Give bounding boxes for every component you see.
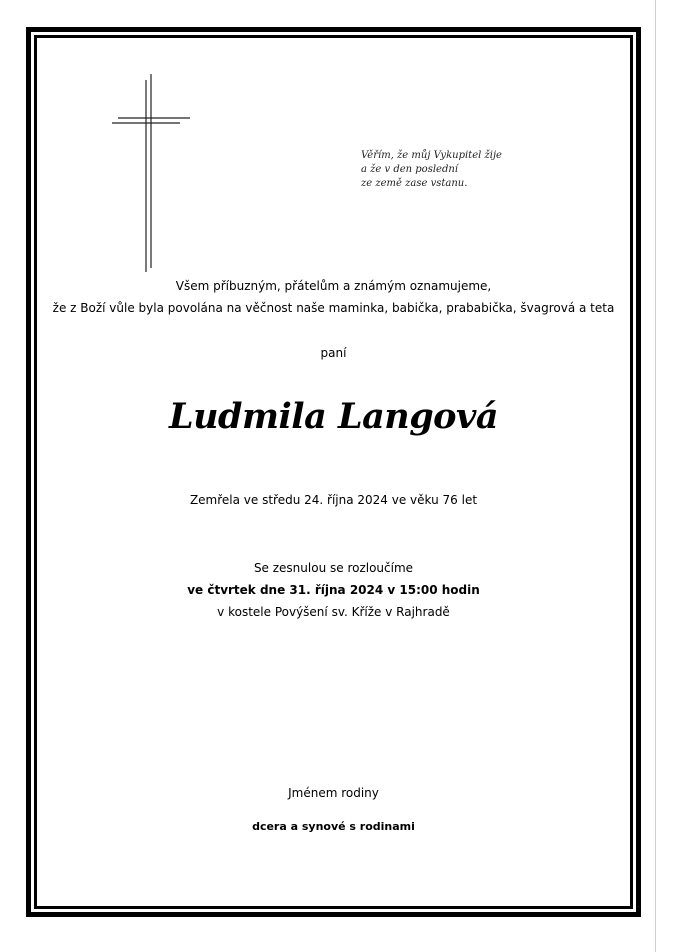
farewell-intro: Se zesnulou se rozloučíme: [253, 561, 414, 575]
announcement: [34, 275, 633, 319]
quote-line: a že v den poslední: [361, 164, 458, 175]
death-info: Zemřela ve středu 24. října 2024 ve věku 76 let: [189, 493, 478, 507]
announcement-line-2: že z Boží vůle byla povolána na věčnost naše maminka, babička, prababička, švagrová a teta: [52, 301, 615, 315]
farewell-datetime: ve čtvrtek dne 31. října 2024 v 15:00 hodin: [187, 583, 480, 597]
deceased-name: Ludmila Langová: [168, 396, 499, 437]
quote-line: ze země zase vstanu.: [361, 178, 468, 189]
signature-intro: Jménem rodiny: [288, 786, 379, 800]
salutation: paní: [320, 346, 347, 360]
announcement-line-1: Všem příbuzným, přátelům a známým oznamujeme,: [175, 279, 492, 293]
cross-icon: [108, 72, 192, 276]
quote-line: Věřím, že můj Vykupitel žije: [361, 150, 502, 161]
signature-family: dcera a synové s rodinami: [252, 820, 415, 833]
farewell-place: v kostele Povýšení sv. Kříže v Rajhradě: [217, 605, 450, 619]
bible-quote: [361, 149, 502, 191]
farewell-block: [34, 557, 633, 623]
